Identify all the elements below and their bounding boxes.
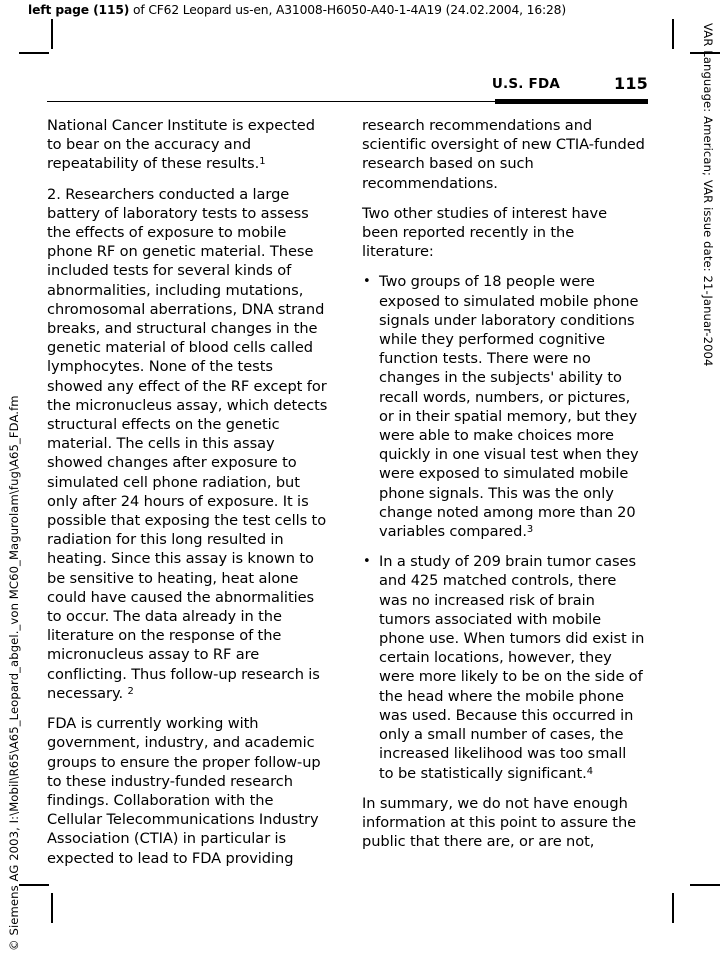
footnote-marker: 4 — [586, 765, 594, 777]
page-header — [47, 76, 648, 100]
paragraph-text: 2. Researchers conducted a large battery of laboratory tests to assess the effects of exposure to mobile phone RF on genetic material. These included tests for several kinds of abnormalities, including mutations, chromosomal aberrations, DNA strand breaks, and structural changes in the genetic material of blood cells called lymphocytes. None of the tests showed any effect of the RF except for the micronucleus assay, which detects structural effects on the genetic material. The cells in this assay showed changes after exposure to simulated cell phone radiation, but only after 24 hours of exposure. It is possible that exposing the test cells to radiation for this long resulted in heating. Since this assay is known to be sensitive to heating, heat alone could have caused the abnormalities to occur. The data already in the literature on the response of the micronucleus assay to RF are conflicting. Thus follow-up research is necessary. — [47, 185, 328, 702]
crop-mark-top-right-vertical — [672, 19, 674, 49]
print-job-page-label: left page (115) — [28, 3, 130, 17]
bullet-icon: • — [363, 273, 371, 289]
paragraph-text: FDA is currently working with government, industry, and academic groups to ensure the proper follow-up to these industry-funded research findings. Collaboration with the Cellular Telecommunications Industry Association (CTIA) in particular is expected to lead to FDA providing — [47, 715, 321, 867]
paragraph-text: research recommendations and scientific oversight of new CTIA-funded research based on such recommendations. — [362, 117, 645, 192]
paragraph-text: Two other studies of interest have been reported recently in the literature: — [362, 204, 608, 261]
list-item-text: Two groups of 18 people were exposed to simulated mobile phone signals under laboratory conditions while they performed cognitive function tests. There were no changes in the subjects' ability to recall words, numbers, or pictures, or in their spatial memory, but they were able to make choices more quickly in one visual test when they were exposed to simulated mobile phone signals. This was the only change noted among more than 20 variables compared. — [379, 273, 639, 541]
paragraph — [47, 116, 330, 174]
paragraph — [47, 185, 330, 703]
margin-note-right-text: VAR Language: American; VAR issue date: 21-Januar-2004 — [701, 23, 715, 367]
list-item — [362, 552, 645, 782]
paragraph-text: National Cancer Institute is expected to bear on the accuracy and repeatability of these results. — [47, 117, 315, 173]
paragraph — [47, 714, 330, 868]
footnote-marker: 2 — [127, 685, 134, 697]
print-job-details: of CF62 Leopard us-en, A31008-H6050-A40-1-4A19 (24.02.2004, 16:28) — [129, 3, 567, 17]
print-job-line — [28, 3, 566, 17]
crop-mark-bottom-right-vertical — [672, 893, 674, 923]
crop-mark-bottom-right-horizontal — [690, 884, 720, 886]
list-item-text: In a study of 209 brain tumor cases and 425 matched controls, there was no increased risk of brain tumors associated with mobile phone use. When tumors did exist in certain locations, however, they were more likely to be on the side of the head where the mobile phone was used. Because this occurred in only a small number of cases, the increased likelihood was too small to be statistically significant. — [379, 553, 645, 782]
crop-mark-bottom-left-horizontal — [19, 884, 49, 886]
page-number: 115 — [614, 74, 648, 93]
crop-mark-bottom-left-vertical — [51, 893, 53, 923]
page-header-title: U.S. FDA — [491, 76, 560, 92]
paragraph-text: In summary, we do not have enough information at this point to assure the public that there are, or are not, — [362, 794, 637, 851]
left-column — [47, 116, 330, 868]
paragraph — [362, 204, 645, 262]
paragraph — [362, 116, 645, 193]
paragraph — [362, 794, 645, 852]
bullet-icon: • — [363, 553, 371, 569]
page-body — [47, 116, 648, 868]
crop-mark-top-left-vertical — [51, 19, 53, 49]
footnote-marker: 1 — [259, 156, 266, 168]
bullet-list — [362, 272, 645, 782]
footnote-marker: 3 — [526, 523, 534, 535]
margin-note-left-text: © Siemens AG 2003, I:\Mobil\R65\A65_Leopard_abgel._von MC60_Magurolam\fug\A65_FDA.fm — [7, 395, 21, 951]
right-column — [362, 116, 645, 868]
crop-mark-top-left-horizontal — [19, 52, 49, 54]
margin-note-right — [701, 23, 715, 367]
list-item — [362, 272, 645, 541]
margin-note-left — [7, 187, 21, 951]
header-rule-accent — [495, 99, 648, 104]
